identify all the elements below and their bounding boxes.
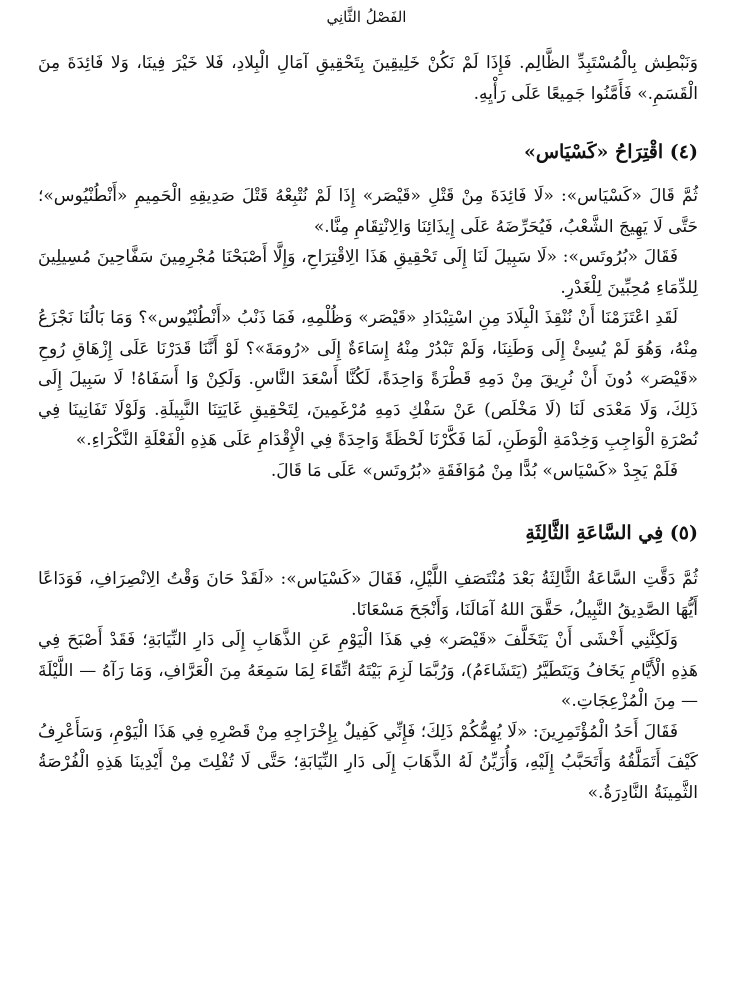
paragraph: فَقَالَ أَحَدُ الْمُؤْتَمِرِينَ: «لَا يُهِمُّكُمْ ذَلِكَ؛ فَإِنِّي كَفِيلٌ بِإِخْرَاجِهِ مِنْ قَصْرِهِ فِي هَذَا الْيَوْمِ، وَسَأَعْرِفُ كَيْفَ أَتَمَلَّقُهُ وَأَتَحَبَّبُ إِلَيْهِ، وَأُزَيِّنُ لَهُ الذَّهَابَ إِلَى دَارِ النِّيَابَةِ؛ حَتَّى لَا تُفْلِتَ مِنْ أَيْدِينَا هَذِهِ الْفُرْصَةُ الثَّمِينَةُ النَّادِرَةُ.» [38, 721, 698, 803]
running-head: الفَصْلُ الثَّانِي [326, 8, 407, 26]
paragraph: وَلَكِنَّنِي أَخْشَى أَنْ يَتَخَلَّفَ «قَيْصَر» فِي هَذَا الْيَوْمِ عَنِ الذَّهَابِ إِلَى دَارِ النِّيَابَةِ؛ فَقَدْ أَصْبَحَ فِي هَذِهِ الْأَيَّامِ يَخَافُ وَيَتَطَيَّرُ (يَتَشَاءَمُ)، وَرُبَّمَا لَزِمَ بَيْتَهُ اتِّقَاءَ لِمَا سَمِعَهُ مِنَ الْعَرَّافِ، وَمَا رَآهُ — اللَّيْلَةَ — مِنَ الْمُزْعِجَاتِ.» [38, 630, 698, 711]
paragraph: وَنَبْطِش بِالْمُسْتَبِدِّ الظَّالِم. فَإِذَا لَمْ نَكُنْ خَلِيقِينَ بِتَحْقِيقِ آمَالِ الْبِلادِ، فَلا خَيْرَ فِينَا، وَلا فَائِدَةَ مِنَ الْقَسَمِ.» فَأَمَّنُوا جَمِيعًا عَلَى رَأْيِهِ. [38, 53, 698, 104]
paragraph: لَقَدِ اعْتَزَمْنَا أَنْ نُنْقِذَ الْبِلَادَ مِنِ اسْتِبْدَادِ «قَيْصَر» وَظُلْمِهِ، فَمَا ذَنْبُ «أَنْطُنْيُوس»؟ وَمَا بَالُنَا نَجْزَعُ مِنْهُ، وَهُوَ لَمْ يُسِئْ إِلَى وَطَنِنَا، وَلَمْ تَبْدُرْ مِنْهُ إِسَاءَةٌ إِلَى «رُومَةَ»؟ لَوْ أَنَّنَا قَدَرْنَا عَلَى إِزْهَاقِ رُوحِ «قَيْصَر» دُونَ أَنْ نُرِيقَ مِنْ دَمِهِ قَطْرَةً وَاحِدَةً، لَكُنَّا أَسْعَدَ النَّاسِ. وَلَكِنْ وَا أَسَفَاهُ! لَا سَبِيلَ إِلَى ذَلِكَ، وَلَا مَعْدَى لَنَا (لَا مَخْلَص) عَنْ سَفْكِ دَمِهِ مُرْغَمِينَ، لِتَحْقِيقِ غَايَتِنَا النَّبِيلَةِ. وَلَوْلَا تَفَانِينَا فِي نُصْرَةِ الْوَاجِبِ وَخِدْمَةِ الْوَطَنِ، لَمَا فَكَّرْنَا لَحْظَةً وَاحِدَةً فِي الْإِقْدَامِ عَلَى هَذِهِ الْفَعْلَةِ النَّكْرَاءِ.» [38, 308, 698, 450]
paragraph: فَلَمْ يَجِدْ «كَسْيَاس» بُدًّا مِنْ مُوَافَقَةِ «بُرُوتَس» عَلَى مَا قَالَ. [270, 460, 678, 481]
paragraph: ثُمَّ دَقَّتِ السَّاعَةُ الثَّالِثَةُ بَعْدَ مُنْتَصَفِ اللَّيْلِ، فَقَالَ «كَسْيَاس»: «لَقَدْ حَانَ وَقْتُ الِانْصِرَافِ، فَوَدَاعًا أَيُّهَا الصَّدِيقُ النَّبِيلُ، حَقَّقَ اللهُ آمَالَنَا، وَأَنْجَحَ مَسْعَانَا. [38, 569, 698, 620]
paragraph: ثُمَّ قَالَ «كَسْيَاس»: «لَا فَائِدَةَ مِنْ قَتْلِ «قَيْصَر» إِذَا لَمْ نُتْبِعْهُ قَتْلَ صَدِيقِهِ الْحَمِيمِ «أَنْطُنْيُوس»؛ حَتَّى لَا يَهِيجَ الشَّعْبُ، فَيُحَرِّضَهُ عَلَى إِيذَائِنَا وَالِانْتِقَامِ مِنَّا.» [38, 186, 698, 237]
section-heading: (٤) اقْتِرَاحُ «كَسْيَاس» [523, 141, 698, 163]
section-heading: (٥) فِي السَّاعَةِ الثَّالِثَةِ [525, 522, 698, 544]
paragraph: فَقَالَ «بُرُوتَس»: «لَا سَبِيلَ لَنَا إِلَى تَحْقِيقِ هَذَا الِاقْتِرَاحِ، وَإِلَّا أَصْبَحْنَا مُجْرِمِينَ سَفَّاحِينَ مُسِيلِينَ لِلدِّمَاءِ مُحِبِّينَ لِلْغَدْرِ. [38, 247, 698, 298]
body-text [38, 48, 698, 808]
